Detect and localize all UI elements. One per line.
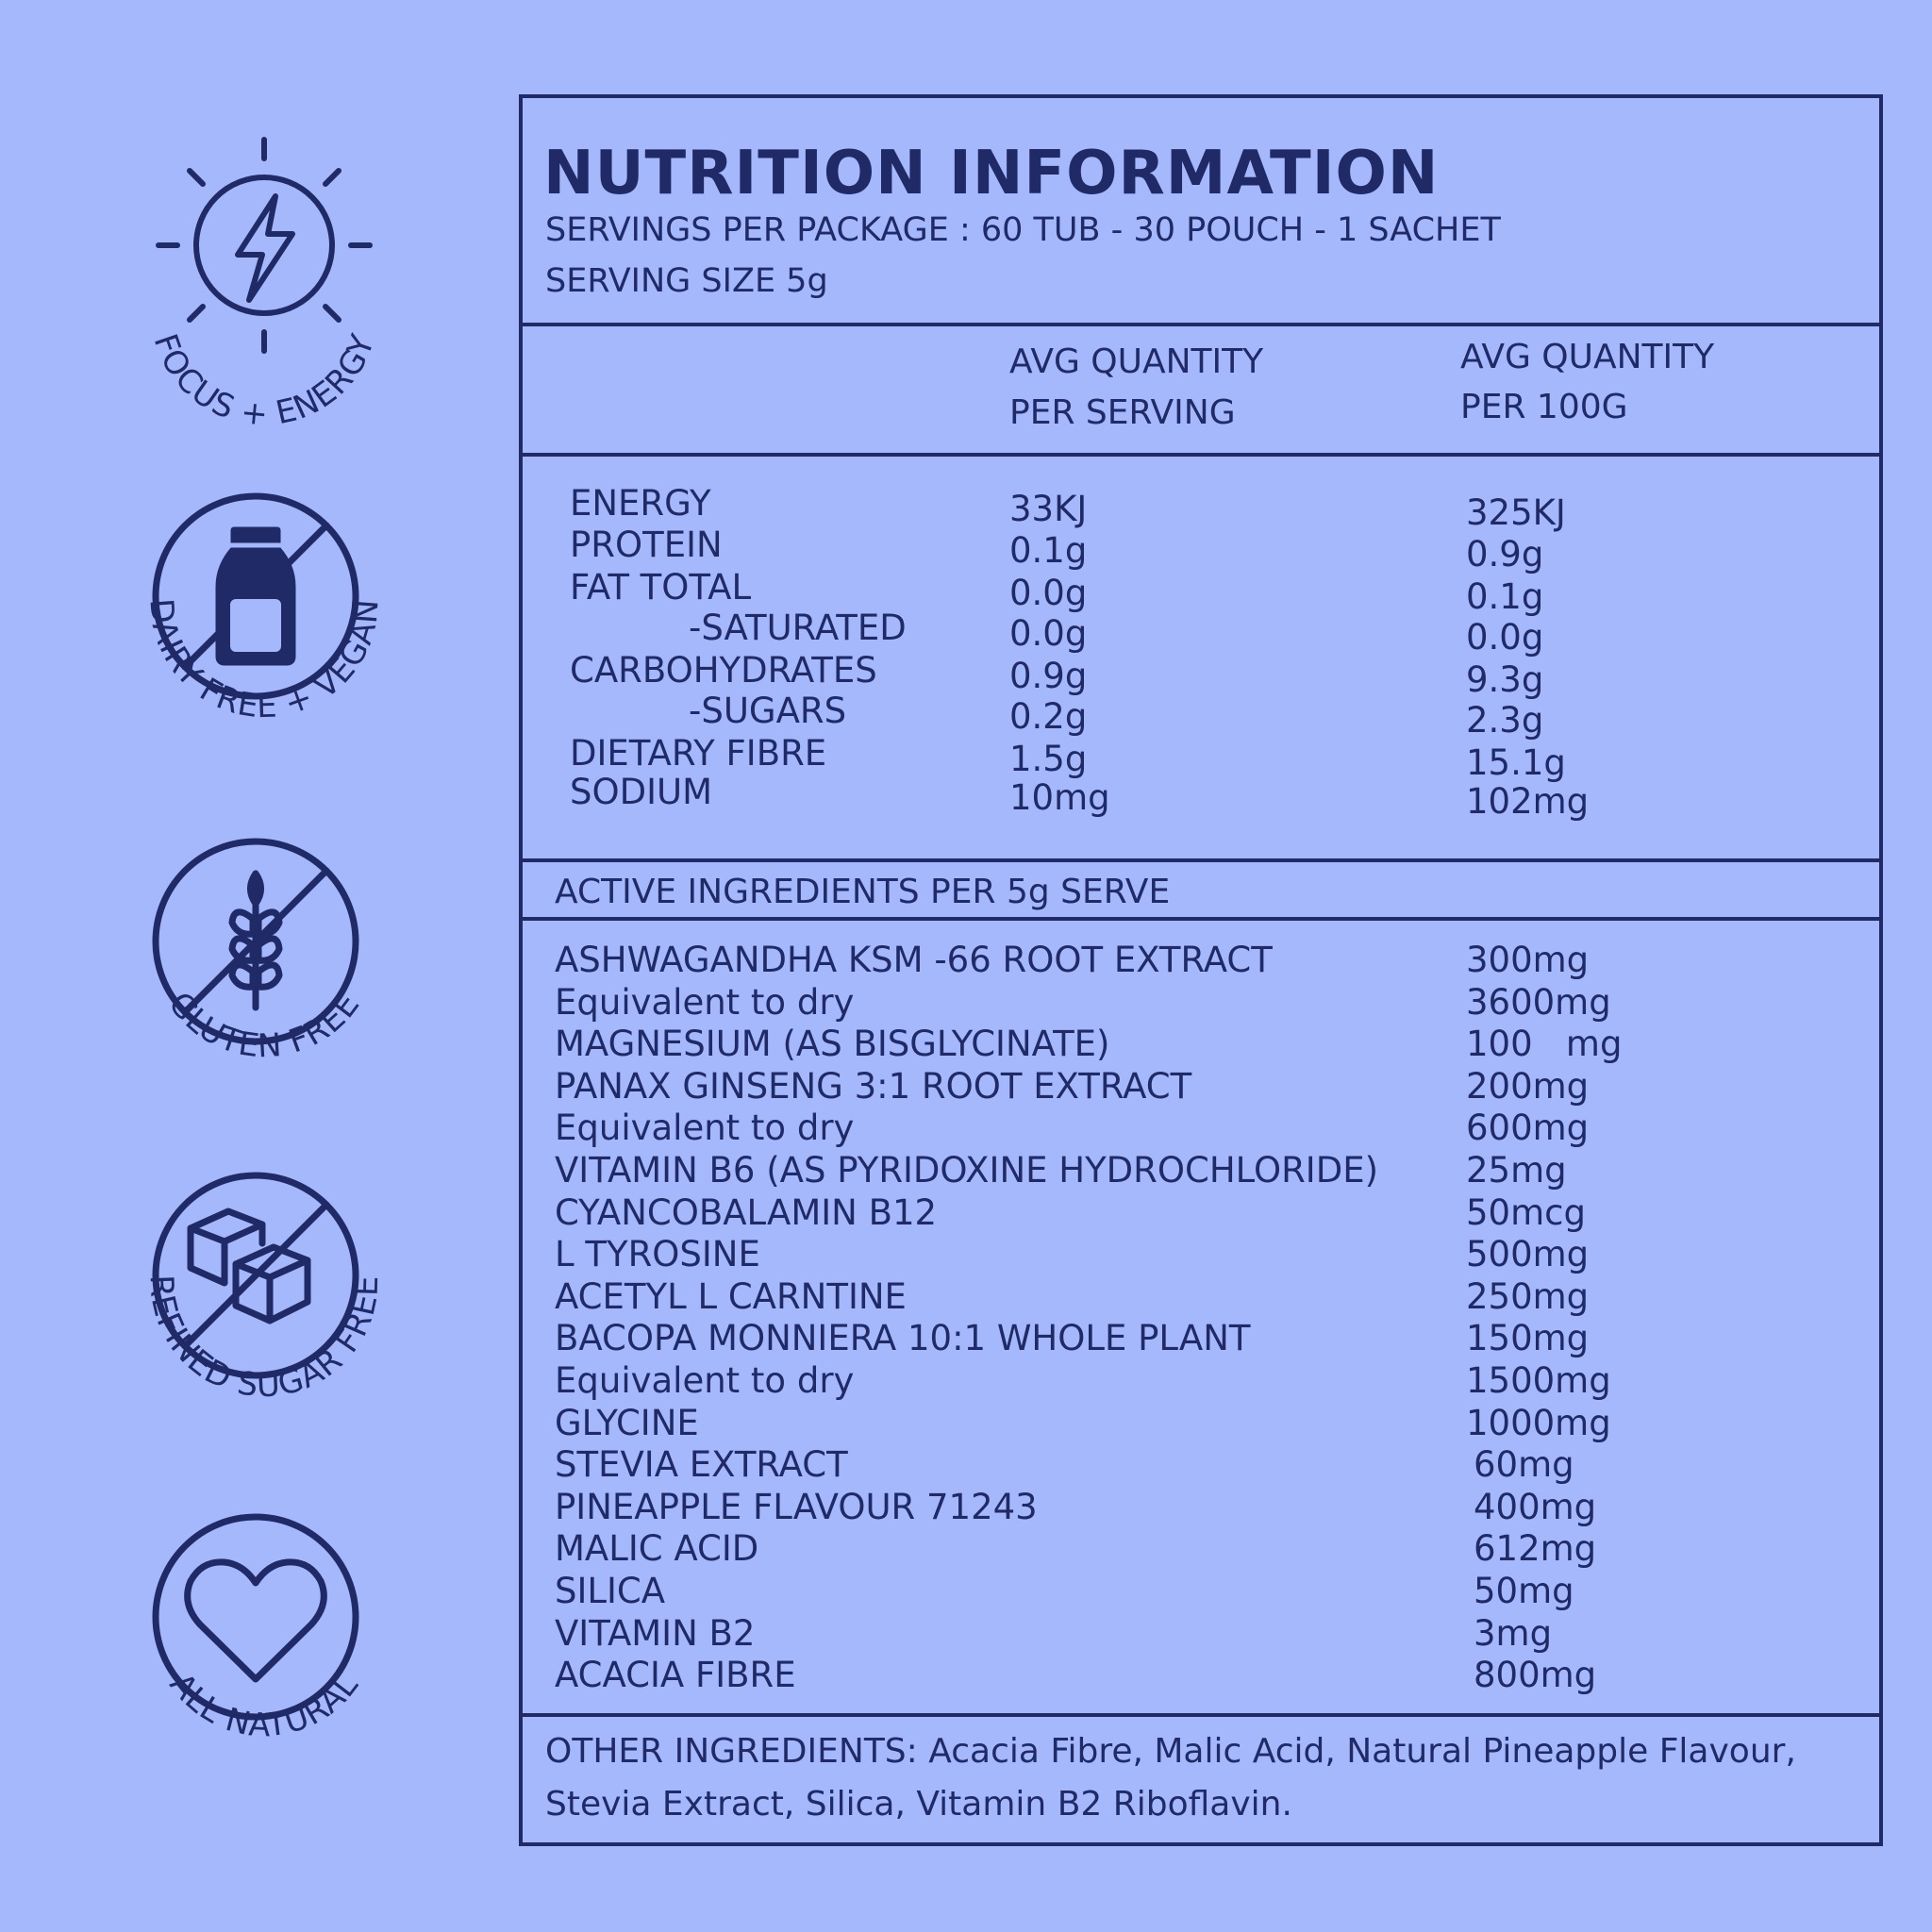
lightning-sun-icon (158, 140, 370, 351)
per-serving-value: 0.2g (1009, 696, 1088, 737)
per-serving-value: 33KJ (1009, 489, 1088, 529)
per-100g-value: 2.3g (1466, 700, 1544, 741)
per-serving-value: 1.5g (1009, 739, 1088, 779)
ingredient-amount: 1500mg (1466, 1360, 1611, 1401)
ingredient-name: VITAMIN B2 (555, 1613, 756, 1654)
ingredient-amount: 100 mg (1466, 1024, 1623, 1064)
ingredient-name: SILICA (555, 1571, 666, 1611)
per-100g-value: 0.0g (1466, 617, 1544, 658)
per-100g-value: 0.9g (1466, 534, 1544, 575)
ingredient-name: MAGNESIUM (AS BISGLYCINATE) (555, 1024, 1110, 1064)
column-header-per-serving: AVG QUANTITY (1009, 342, 1264, 381)
ingredient-amount: 612mg (1474, 1528, 1597, 1569)
per-100g-value: 0.1g (1466, 576, 1544, 617)
active-ingredients-heading: ACTIVE INGREDIENTS PER 5g SERVE (555, 873, 1171, 911)
per-serving-value: 0.0g (1009, 573, 1088, 613)
badge-label: ALL NATURAL (161, 1666, 367, 1745)
ingredient-name: GLYCINE (555, 1403, 699, 1443)
ingredient-name: STEVIA EXTRACT (555, 1444, 848, 1485)
ingredient-name: VITAMIN B6 (AS PYRIDOXINE HYDROCHLORIDE) (555, 1150, 1379, 1191)
ingredient-amount: 150mg (1466, 1318, 1590, 1358)
per-100g-value: 9.3g (1466, 659, 1544, 700)
divider (523, 453, 1879, 457)
servings-per-package: SERVINGS PER PACKAGE : 60 TUB - 30 POUCH - 1 SACHET (545, 211, 1501, 249)
column-header-per-serving-sub: PER SERVING (1009, 393, 1236, 432)
nutrient-name: DIETARY FIBRE (570, 733, 827, 774)
ingredient-amount: 200mg (1466, 1066, 1590, 1107)
nutrition-panel (519, 94, 1883, 1846)
ingredient-amount: 500mg (1466, 1234, 1590, 1274)
ingredient-name: BACOPA MONNIERA 10:1 WHOLE PLANT (555, 1318, 1251, 1358)
ingredient-amount: 25mg (1466, 1150, 1567, 1191)
other-ingredients: OTHER INGREDIENTS: Acacia Fibre, Malic Acid, Natural Pineapple Flavour, Stevia Extract, Silica, Vitamin B2 Riboflavin. (545, 1732, 1796, 1824)
nutrient-name: CARBOHYDRATES (570, 650, 877, 691)
ingredient-name: Equivalent to dry (555, 1108, 855, 1148)
ingredient-amount: 250mg (1466, 1276, 1590, 1317)
per-serving-value: 0.0g (1009, 613, 1088, 654)
badge-focus-energy (132, 123, 396, 500)
nutrient-name: FAT TOTAL (570, 567, 752, 608)
per-100g-value: 102mg (1466, 781, 1590, 822)
nutrient-name: ENERGY (570, 483, 711, 524)
ingredient-amount: 600mg (1466, 1108, 1590, 1148)
serving-size: SERVING SIZE 5g (545, 262, 828, 300)
nutrient-name: SODIUM (570, 772, 713, 812)
ingredient-amount: 800mg (1474, 1655, 1597, 1695)
per-100g-value: 15.1g (1466, 742, 1566, 783)
ingredient-amount: 60mg (1474, 1444, 1574, 1485)
ingredient-amount: 1000mg (1466, 1403, 1611, 1443)
ingredient-name: PINEAPPLE FLAVOUR 71243 (555, 1487, 1038, 1527)
per-serving-value: 0.1g (1009, 530, 1088, 571)
ingredient-amount: 400mg (1474, 1487, 1597, 1527)
ingredient-amount: 3600mg (1466, 982, 1611, 1023)
per-serving-value: 10mg (1009, 777, 1110, 818)
ingredient-name: ASHWAGANDHA KSM -66 ROOT EXTRACT (555, 940, 1273, 980)
ingredient-amount: 50mcg (1466, 1192, 1586, 1233)
ingredient-name: ACACIA FIBRE (555, 1655, 796, 1695)
badge-label: REFINED SUGAR FREE (142, 1274, 387, 1406)
ingredient-name: PANAX GINSENG 3:1 ROOT EXTRACT (555, 1066, 1192, 1107)
badge-refined-sugar-free (132, 1170, 396, 1547)
ingredient-name: ACETYL L CARNTINE (555, 1276, 907, 1317)
badge-gluten-free (132, 821, 396, 1198)
ingredient-amount: 300mg (1466, 940, 1590, 980)
nutrient-name: -SATURATED (689, 608, 907, 648)
ingredient-amount: 50mg (1474, 1571, 1574, 1611)
badge-all-natural (132, 1519, 396, 1896)
panel-title: NUTRITION INFORMATION (543, 139, 1440, 208)
ingredient-name: Equivalent to dry (555, 982, 855, 1023)
ingredient-name: CYANCOBALAMIN B12 (555, 1192, 938, 1233)
nutrient-name: PROTEIN (570, 525, 723, 565)
badge-label: GLUTEN FREE (160, 985, 368, 1066)
ingredient-name: MALIC ACID (555, 1528, 759, 1569)
column-header-per-100g-sub: PER 100G (1460, 388, 1628, 426)
ingredient-amount: 3mg (1474, 1613, 1553, 1654)
badge-dairy-free-vegan (132, 472, 396, 849)
badge-label: DAIRY FREE + VEGAN (142, 597, 387, 726)
divider (523, 917, 1879, 921)
divider (523, 323, 1879, 326)
ingredient-name: Equivalent to dry (555, 1360, 855, 1401)
divider (523, 858, 1879, 862)
nutrient-name: -SUGARS (689, 691, 847, 731)
badge-label: FOCUS + ENERGY (145, 328, 383, 434)
per-100g-value: 325KJ (1466, 492, 1566, 533)
ingredient-name: L TYROSINE (555, 1234, 760, 1274)
column-header-per-100g: AVG QUANTITY (1460, 338, 1715, 376)
divider (523, 1713, 1879, 1717)
per-serving-value: 0.9g (1009, 656, 1088, 696)
